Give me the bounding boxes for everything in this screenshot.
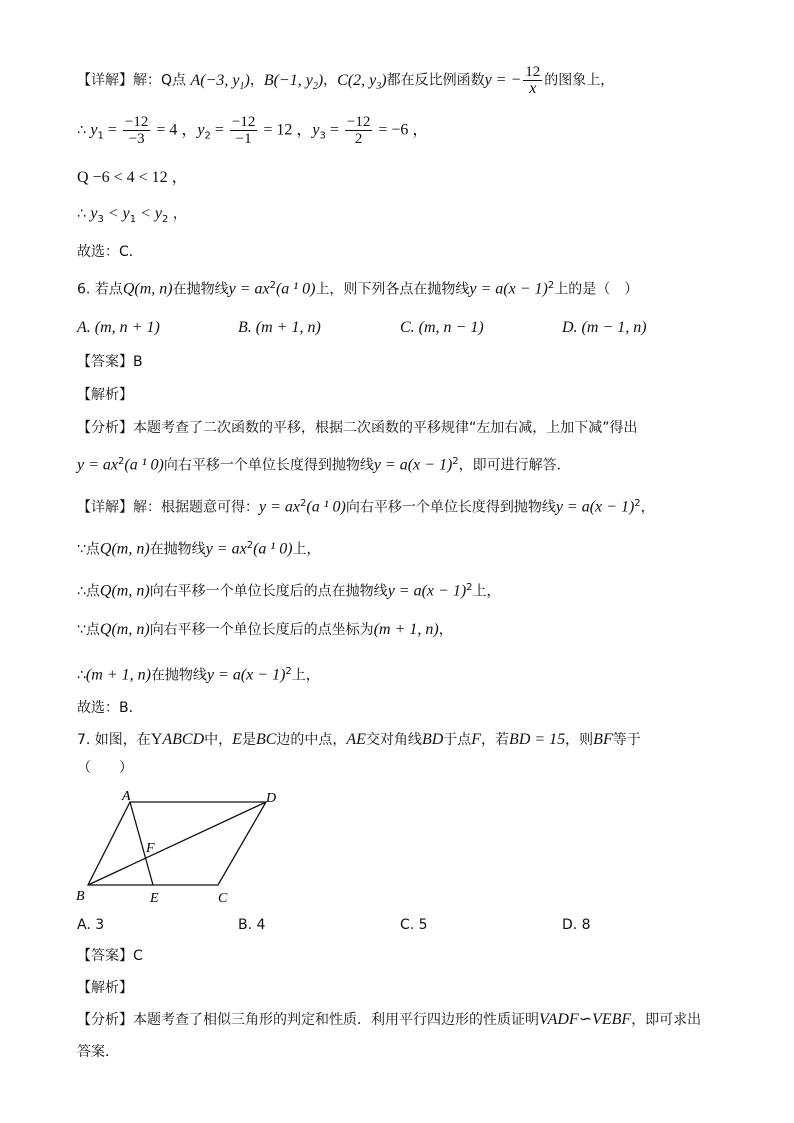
diagonal-bd <box>88 802 266 885</box>
label-d: D <box>266 791 277 806</box>
solution-line-1: 【详解】解：Q点 A(−3, $y_1$)，B(−1, $y_2$)，C(2, $y_3$)都在反比例函数y = − $\frac{12}{x}$ 的图象上， <box>77 64 615 97</box>
fraction: $\frac{-12}{-1}$ <box>231 114 256 147</box>
label-f: F <box>146 841 155 856</box>
parallelogram-figure <box>70 784 290 908</box>
solution-line-4: ∴ $y_3 < y_1 < y_2$ ， <box>77 205 187 225</box>
analysis-heading-6: 【解析】 <box>77 387 133 403</box>
detail-6-line-5: ∴(m + 1, n)在抛物线$y = a(x - 1)^2$上， <box>77 666 320 684</box>
answer-6: 【答案】B <box>77 354 143 370</box>
analysis-heading-7: 【解析】 <box>77 980 133 996</box>
option-7-c: C. 5 <box>400 917 428 933</box>
option-a: A. (m, n + 1) <box>77 319 160 336</box>
question-6: 6. 若点Q(m, n)在抛物线$y = ax^2(a$ ¹ 0)上，则下列各点在抛物线$y = a(x - 1)^2$上的是（ ） <box>77 280 639 298</box>
fraction: $\frac{-12}{2}$ <box>346 114 371 147</box>
analysis-6-line-1: 【分析】本题考查了二次函数的平移，根据二次函数的平移规律“左加右减，上加下减”得出 <box>77 420 638 436</box>
question-7: 7. 如图，在YABCD中，E是BC边的中点，AE交对角线BD于点F，若BD = 15，则BF等于 <box>77 731 641 748</box>
solution-line-2: ∴ $y_1$ = $\frac{-12}{-3}$ = 4 ，$y_2$ = $\frac{-12}{-1}$ = 12 ，$y_3$ = $\frac{-12}{2}$ = −6 ， <box>77 114 429 147</box>
detail-6-line-4: ∵点Q(m, n)向右平移一个单位长度后的点坐标为(m + 1, n)， <box>77 621 453 638</box>
option-7-b: B. 4 <box>238 917 266 933</box>
option-c: C. (m, n − 1) <box>400 319 484 336</box>
label-e: E <box>150 891 159 906</box>
question-7-bracket: （ ） <box>77 760 133 776</box>
option-b: B. (m + 1, n) <box>238 319 321 336</box>
answer-7: 【答案】C <box>77 948 143 964</box>
analysis-6-line-2: $y = ax^2(a$ ¹ 0)向右平移一个单位长度得到抛物线$y = a(x - 1)^2$，即可进行解答． <box>77 456 571 474</box>
detail-tag: 【详解】解： <box>77 72 161 89</box>
label-a: A <box>122 789 131 804</box>
label-b: B <box>76 889 85 904</box>
option-d: D. (m − 1, n) <box>562 319 647 336</box>
detail-6-line-2: ∵点Q(m, n)在抛物线$y = ax^2(a$ ¹ 0)上， <box>77 540 321 558</box>
solution-conclusion: 故选：C． <box>77 244 143 260</box>
detail-6-line-3: ∴点Q(m, n)向右平移一个单位长度后的点在抛物线$y = a(x - 1)^2$上， <box>77 582 501 600</box>
fraction: $\frac{12}{x}$ <box>525 64 541 97</box>
option-7-d: D. 8 <box>562 917 591 933</box>
option-7-a: A. 3 <box>77 917 105 933</box>
solution-line-3: Q −6 < 4 < 12 ， <box>77 169 188 186</box>
detail-6-line-1: 【详解】解：根据题意可得：$y = ax^2(a$ ¹ 0)向右平移一个单位长度得到抛物线$y = a(x - 1)^2$， <box>77 498 655 516</box>
analysis-7-line-2: 答案． <box>77 1044 119 1060</box>
detail-6-conclusion: 故选：B． <box>77 700 143 716</box>
analysis-7-line-1: 【分析】本题考查了相似三角形的判定和性质．利用平行四边形的性质证明VADF∽VEBF，即可求出 <box>77 1011 702 1028</box>
label-c: C <box>218 891 228 906</box>
fraction: $\frac{-12}{-3}$ <box>124 114 149 147</box>
